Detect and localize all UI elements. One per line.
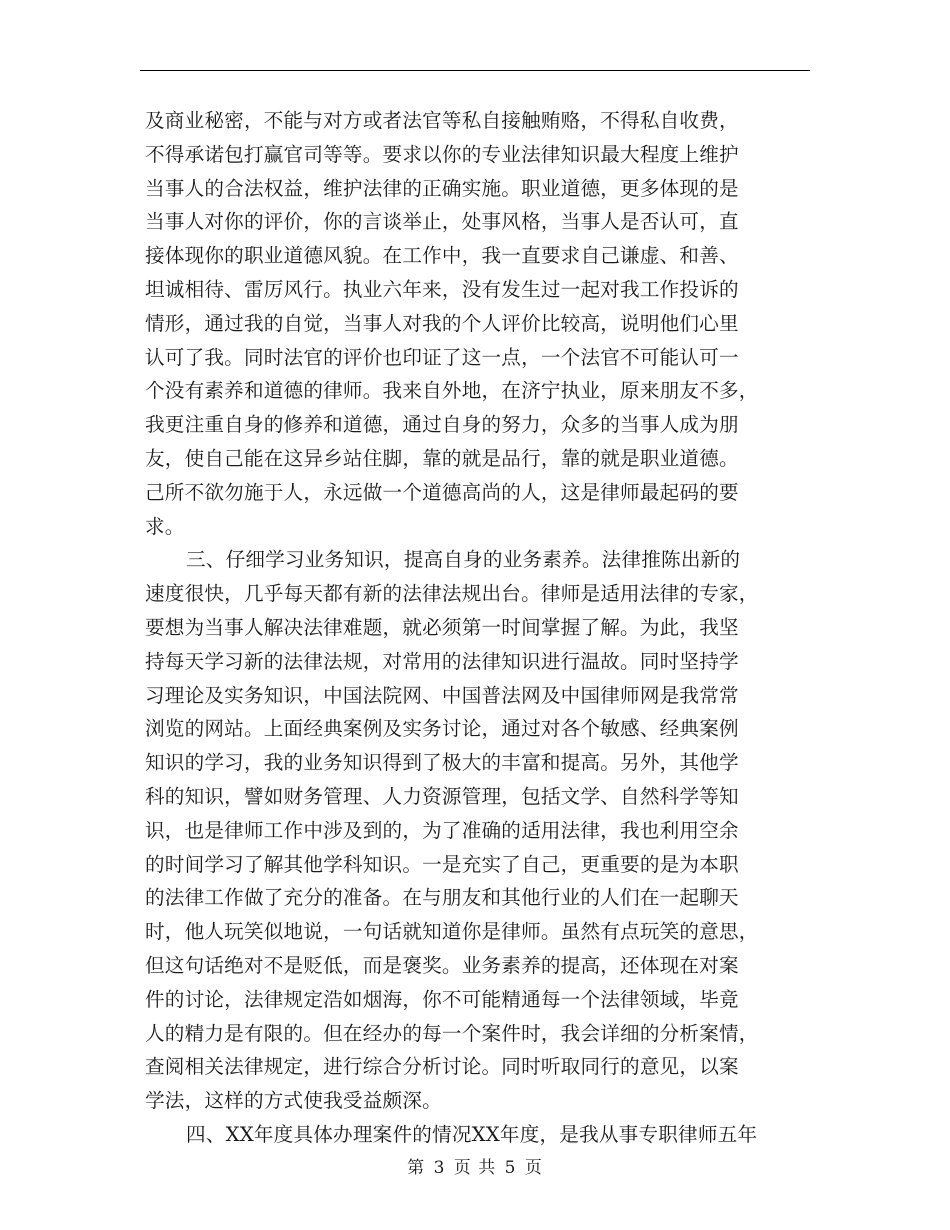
text-line: 当事人对你的评价，你的言谈举止，处事风格，当事人是否认可，直 [145,210,739,234]
text-line: 个没有素养和道德的律师。我来自外地，在济宁执业，原来朋友不多， [145,379,759,403]
text-line: 接体现你的职业道德风貌。在工作中，我一直要求自己谦虚、和善、 [145,244,739,268]
text-line: 不得承诺包打赢官司等等。要求以你的专业法律知识最大程度上维护 [145,142,739,166]
text-line: 查阅相关法律规定，进行综合分析讨论。同时听取同行的意见，以案 [145,1055,739,1079]
text-line: 但这句话绝对不是贬低，而是褒奖。业务素养的提高，还体现在对案 [145,953,739,977]
text-line: 友，使自己能在这异乡站住脚，靠的就是品行，靠的就是职业道德。 [145,446,739,470]
text-line: 情形，通过我的自觉，当事人对我的个人评价比较高，说明他们心里 [145,311,739,335]
text-line: 科的知识，譬如财务管理、人力资源管理，包括文学、自然科学等知 [145,784,739,808]
text-line: 认可了我。同时法官的评价也印证了这一点，一个法官不可能认可一 [145,345,739,369]
footer-suffix: 页 [524,1158,543,1178]
text-line: 求。 [145,514,185,538]
text-line: 速度很快，几乎每天都有新的法律法规出台。律师是适用法律的专家， [145,582,759,606]
text-line: 浏览的网站。上面经典案例及实务讨论，通过对各个敏感、经典案例 [145,717,739,741]
text-line: 持每天学习新的法律法规，对常用的法律知识进行温故。同时坚持学 [145,649,739,673]
paragraph-start-line: 四、XX年度具体办理案件的情况XX年度，是我从事专职律师五年 [186,1122,758,1146]
text-line: 我更注重自身的修养和道德，通过自身的努力，众多的当事人成为朋 [145,413,739,437]
text-line: 时，他人玩笑似地说，一句话就知道你是律师。虽然有点玩笑的意思， [145,920,759,944]
text-line: 坦诚相待、雷厉风行。执业六年来，没有发生过一起对我工作投诉的 [145,277,739,301]
text-line: 件的讨论，法律规定浩如烟海，你不可能精通每一个法律领域，毕竟 [145,987,739,1011]
document-body [145,104,815,1152]
text-line: 知识的学习，我的业务知识得到了极大的丰富和提高。另外，其他学 [145,751,739,775]
text-line: 识，也是律师工作中涉及到的，为了准确的适用法律，我也利用空余 [145,818,739,842]
text-line: 的时间学习了解其他学科知识。一是充实了自己，更重要的是为本职 [145,852,739,876]
footer-middle: 页 共 [453,1158,497,1178]
text-line: 己所不欲勿施于人，永远做一个道德高尚的人，这是律师最起码的要 [145,480,739,504]
current-page-number: 3 [433,1158,446,1178]
footer-prefix: 第 [407,1158,426,1178]
paragraph-start-line: 三、仔细学习业务知识，提高自身的业务素养。法律推陈出新的 [186,548,741,572]
text-line: 及商业秘密，不能与对方或者法官等私自接触贿赂，不得私自收费， [145,109,739,132]
text-line: 学法，这样的方式使我受益颇深。 [145,1089,442,1113]
total-page-number: 5 [504,1158,517,1178]
text-line: 习理论及实务知识，中国法院网、中国普法网及中国律师网是我常常 [145,683,739,707]
page-footer [0,1153,950,1178]
text-line: 要想为当事人解决法律难题，就必须第一时间掌握了解。为此，我坚 [145,615,739,639]
text-line: 当事人的合法权益，维护法律的正确实施。职业道德，更多体现的是 [145,176,739,200]
text-line: 人的精力是有限的。但在经办的每一个案件时，我会详细的分析案情， [145,1021,759,1045]
text-line: 的法律工作做了充分的准备。在与朋友和其他行业的人们在一起聊天 [145,886,739,910]
header-rule [140,70,810,71]
